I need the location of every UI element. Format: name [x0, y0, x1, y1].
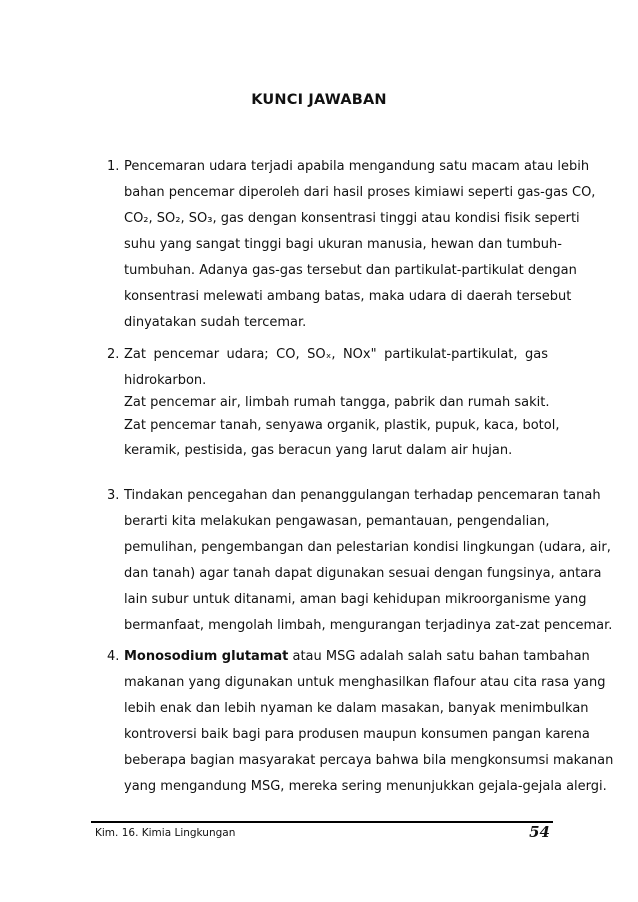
answer-1-line: bahan pencemar diperoleh dari hasil proses kimiawi seperti gas-gas CO, — [124, 185, 596, 200]
answer-3-line: bermanfaat, mengolah limbah, mengurangan terjadinya zat-zat pencemar. — [124, 618, 613, 633]
answer-1-line: CO₂, SO₂, SO₃, gas dengan konsentrasi tinggi atau kondisi fisik seperti — [124, 211, 580, 226]
answer-2-line: Zat pencemar tanah, senyawa organik, plastik, pupuk, kaca, botol, — [124, 418, 560, 433]
answer-4-line-first — [124, 649, 590, 664]
answer-3-line: pemulihan, pengembangan dan pelestarian kondisi lingkungan (udara, air, — [124, 540, 611, 555]
answer-3-line: Tindakan pencegahan dan penanggulangan terhadap pencemaran tanah — [124, 488, 601, 503]
answer-1-line: Pencemaran udara terjadi apabila mengandung satu macam atau lebih — [124, 159, 590, 174]
answer-3-line: dan tanah) agar tanah dapat digunakan sesuai dengan fungsinya, antara — [124, 566, 602, 581]
answer-number-1: 1. — [107, 159, 120, 174]
answer-2-line: Zat pencemar udara; CO, SOₓ, NOx" partikulat-partikulat, gas — [124, 347, 548, 362]
answer-3-line: lain subur untuk ditanami, aman bagi kehidupan mikroorganisme yang — [124, 592, 587, 607]
answer-3-line: berarti kita melakukan pengawasan, pemantauan, pengendalian, — [124, 514, 550, 529]
answer-number-3: 3. — [107, 488, 120, 503]
answer-4-line: lebih enak dan lebih nyaman ke dalam masakan, banyak menimbulkan — [124, 701, 589, 716]
answer-number-4: 4. — [107, 649, 120, 664]
page-number: 54 — [529, 823, 550, 841]
answer-4-line: yang mengandung MSG, mereka sering menunjukkan gejala-gejala alergi. — [124, 779, 607, 794]
answer-4-line: kontroversi baik bagi para produsen maupun konsumen pangan karena — [124, 727, 590, 742]
answer-2-line: Zat pencemar air, limbah rumah tangga, pabrik dan rumah sakit. — [124, 395, 550, 410]
answer-4-line: beberapa bagian masyarakat percaya bahwa bila mengkonsumsi makanan — [124, 753, 614, 768]
answer-4-line: atau MSG adalah salah satu bahan tambahan — [288, 649, 590, 664]
answer-number-2: 2. — [107, 347, 120, 362]
answer-1-line: dinyatakan sudah tercemar. — [124, 315, 307, 330]
answer-2-line: hidrokarbon. — [124, 373, 207, 388]
answer-1-line: suhu yang sangat tinggi bagi ukuran manusia, hewan dan tumbuh- — [124, 237, 562, 252]
page-title: KUNCI JAWABAN — [251, 92, 387, 108]
answer-1-line: konsentrasi melewati ambang batas, maka udara di daerah tersebut — [124, 289, 572, 304]
answer-4-line: makanan yang digunakan untuk menghasilkan flafour atau cita rasa yang — [124, 675, 606, 690]
answer-2-line: keramik, pestisida, gas beracun yang larut dalam air hujan. — [124, 443, 513, 458]
footer-module-title: Kim. 16. Kimia Lingkungan — [95, 827, 236, 839]
footer-divider — [91, 821, 553, 823]
answer-1-line: tumbuhan. Adanya gas-gas tersebut dan partikulat-partikulat dengan — [124, 263, 577, 278]
answer-4-bold-term: Monosodium glutamat — [124, 649, 289, 664]
